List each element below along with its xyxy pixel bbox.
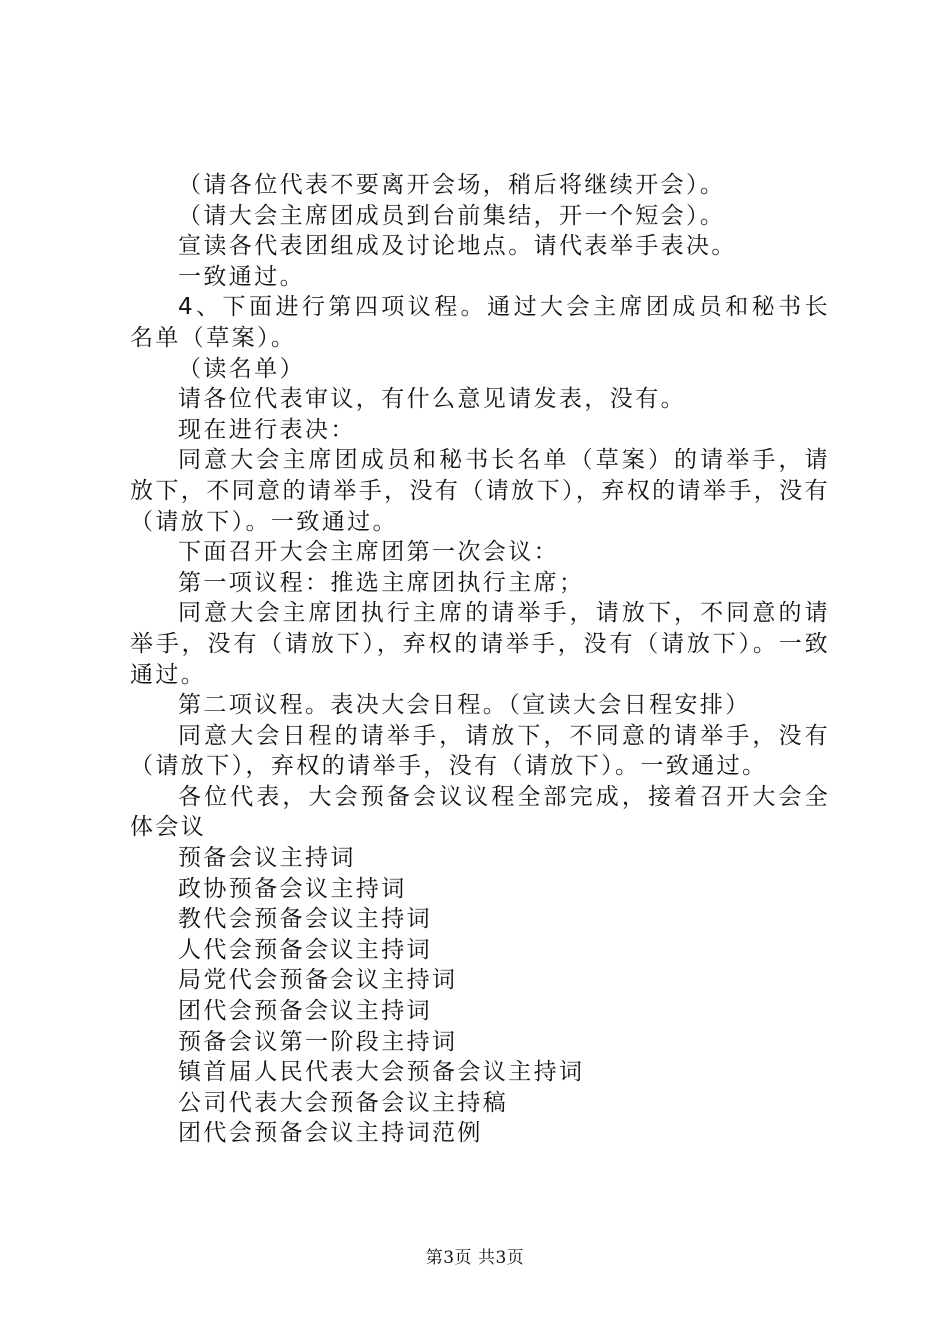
paragraph: 现在进行表决： — [178, 416, 356, 443]
related-link-item: 局党代会预备会议主持词 — [178, 967, 458, 994]
paragraph: 各位代表，大会预备会议议程全部完成，接着召开大会全体会议 — [130, 783, 830, 841]
paragraph: 同意大会主席团成员和秘书长名单（草案）的请举手，请放下，不同意的请举手，没有（请放下），弃权的请举手，没有（请放下）。一致通过。 — [130, 447, 830, 535]
related-link-item: 教代会预备会议主持词 — [178, 906, 432, 933]
paragraph: 同意大会日程的请举手，请放下，不同意的请举手，没有（请放下），弃权的请举手，没有（请放下）。一致通过。 — [130, 722, 830, 780]
related-link-item: 团代会预备会议主持词范例 — [178, 1120, 483, 1147]
page-number-footer: 第3页 共3页 — [425, 1248, 525, 1268]
paragraph: 第二项议程。表决大会日程。（宣读大会日程安排） — [178, 692, 751, 719]
paragraph: 下面召开大会主席团第一次会议： — [178, 539, 559, 566]
related-link-item: 公司代表大会预备会议主持稿 — [178, 1089, 509, 1116]
related-link-item: 镇首届人民代表大会预备会议主持词 — [178, 1059, 585, 1086]
related-link-item: 预备会议主持词 — [178, 845, 356, 872]
related-link-item: 人代会预备会议主持词 — [178, 936, 432, 963]
paragraph: （请大会主席团成员到台前集结，开一个短会）。 — [178, 202, 726, 229]
paragraph: 同意大会主席团执行主席的请举手，请放下，不同意的请举手，没有（请放下），弃权的请举手，没有（请放下）。一致通过。 — [130, 600, 830, 688]
paragraph: （请各位代表不要离开会场，稍后将继续开会）。 — [178, 172, 726, 198]
related-link-item: 预备会议第一阶段主持词 — [178, 1028, 458, 1055]
document-body — [130, 170, 830, 1149]
related-link-item: 团代会预备会议主持词 — [178, 998, 432, 1025]
paragraph: 请各位代表审议，有什么意见请发表，没有。 — [178, 386, 686, 413]
related-link-item: 政协预备会议主持词 — [178, 875, 407, 902]
paragraph: 宣读各代表团组成及讨论地点。请代表举手表决。 — [178, 233, 737, 260]
paragraph: 4、下面进行第四项议程。通过大会主席团成员和秘书长名单（草案）。 — [130, 294, 830, 351]
paragraph: （读名单） — [178, 355, 305, 382]
paragraph: 一致通过。 — [178, 263, 305, 290]
paragraph: 第一项议程：推选主席团执行主席； — [178, 569, 585, 596]
